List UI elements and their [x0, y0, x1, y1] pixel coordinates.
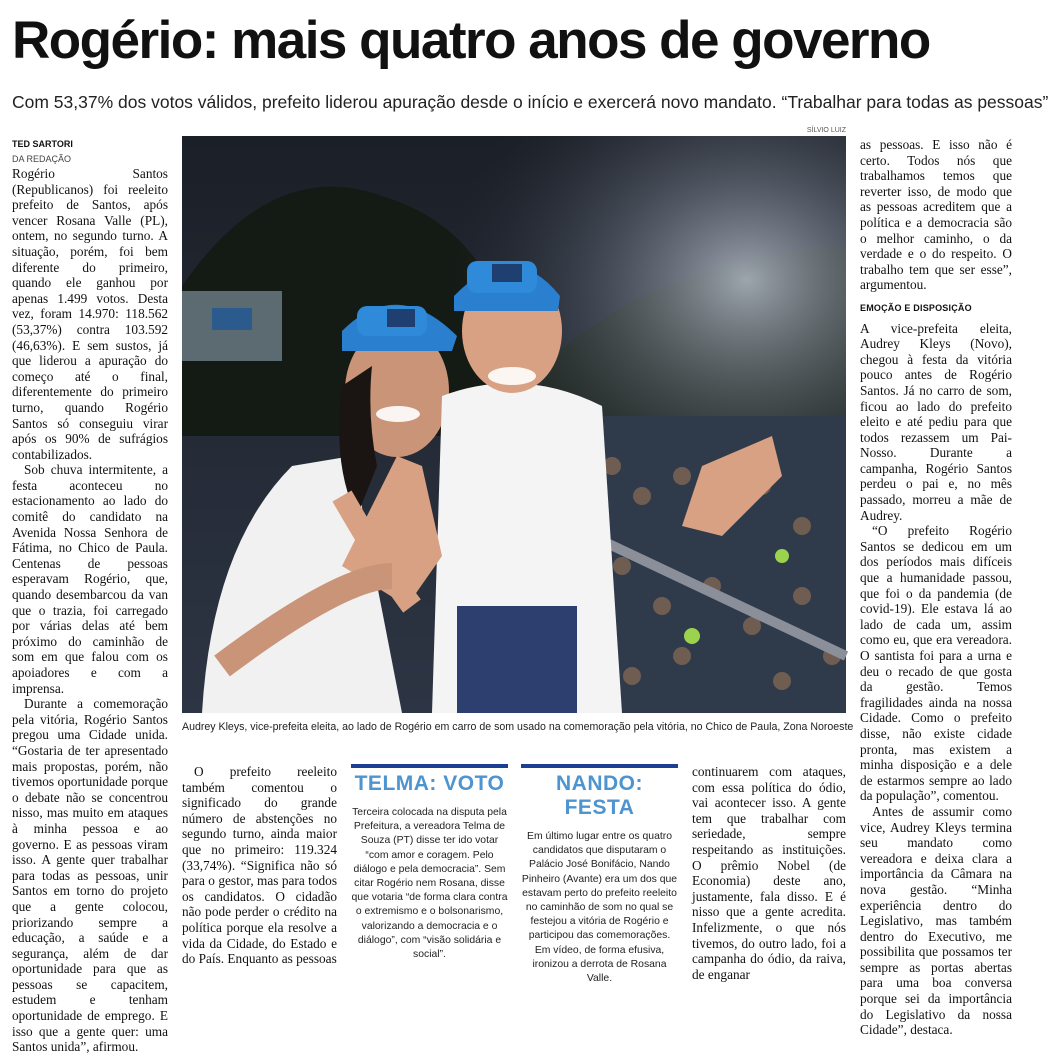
photo-illustration: [182, 136, 846, 713]
paragraph: A vice-prefeita eleita, Audrey Kleys (Novo), chegou à festa da vitória pouco antes de Rogério Santos. Já no carro de som, ficou ao lado do prefeito eleito e até pediu para que todos rezassem um Pai-Nosso. Durante a campanha, Rogério Santos perdeu o pai e, no mês passado, morreu a mãe de Audrey.: [860, 320, 1012, 523]
box-title: TELMA: VOTO: [354, 772, 505, 795]
box-top-rule: [521, 764, 678, 768]
photo-caption: Audrey Kleys, vice-prefeita eleita, ao lado de Rogério em carro de som usado na comemoração pela vitória, no Chico de Paula, Zona Noroeste: [182, 721, 854, 733]
paragraph: “O prefeito Rogério Santos se dedicou em um dos períodos mais difíceis que a humanidade passou, que foi o da pandemia (de covid-19). Ele estava lá ao lado de cada um, assim como eu, que era vereadora. O santista foi para a urna e deu o recado de que gosta da gestão. Temos fragilidades ainda na nossa Cidade. Como o prefeito disse, não existe cidade pronta, mas existem a minha disposição e a dele de estarmos sempre ao lado da população”, comentou.: [860, 523, 1012, 804]
section-subhead: EMOÇÃO E DISPOSIÇÃO: [860, 302, 972, 313]
byline-desk: DA REDAÇÃO: [12, 154, 72, 164]
paragraph: Sob chuva intermitente, a festa aconteceu no estacionamento ao lado do comitê do candidato na Avenida Nossa Senhora de Fátima, no Chico de Paula. Centenas de pessoas esperavam Rogério, que, quando desembarcou da van que o trazia, foi carregado por várias delas até bem próximo do caminhão de som em que falou com os apoiadores e com a imprensa.: [12, 462, 168, 696]
paragraph: Durante a comemoração pela vitória, Rogério Santos pregou uma Cidade unida. “Gostaria de ter apresentado mais propostas, porém, não tivemos oportunidade porque o debate não se concentrou nisso, mas muito em ataques à minha pessoa e ao governo. E as pessoas viram isso. A gente quer trabalhar para todas as pessoas, unir Santos em torno do projeto que a gente colocou, priorizando sempre a educação, a saúde e a segurança, além de dar oportunidade para que as pessoas se capacitem, estudem e tenham oportunidade de emprego. E isso que a gente quer: uma Santos unida”, afirmou.: [12, 696, 168, 1055]
paragraph: continuarem com ataques, com essa política do ódio, vai acontecer isso. A gente tem que trabalhar com seriedade, sempre respeitando as instituições. O prêmio Nobel (de Economia) deste ano, justamente, fala disso. E é nisso que a gente acredita. Infelizmente, o que nós tivemos, do outro lado, foi a campanha do ódio, da raiva, de enganar: [692, 764, 846, 982]
box-title: NANDO: FESTA: [556, 772, 643, 819]
box-text: Em último lugar entre os quatro candidatos que disputaram o Palácio José Bonifácio, Nando Pinheiro (Avante) era um dos que estavam perto do prefeito reeleito no caminhão de som no qual se festejou a vitória de Rogério e participou das comemorações. Em vídeo, de forma efusiva, ironizou a derrota de Rosana Valle.: [521, 831, 678, 985]
article-column-6: [860, 137, 1012, 1038]
box-top-rule: [351, 764, 508, 768]
main-photo: [182, 136, 846, 713]
article-column-2: [182, 764, 337, 967]
paragraph: Antes de assumir como vice, Audrey Kleys termina seu mandato como vereadora e deixa clara a importância da Câmara na nova gestão. “Minha experiência dentro do Legislativo, mas também dentro do Executivo, me possibilita que possamos ter sempre as portas abertas para uma boa conversa porque sei da importância do Legislativo da nossa Cidade”, destaca.: [860, 803, 1012, 1038]
sidebar-box-nando: [521, 764, 678, 985]
paragraph: Rogério Santos (Republicanos) foi reeleito prefeito de Santos, após vencer Rosana Valle (PL), ontem, no segundo turno. A situação, porém, foi bem diferente do primeiro, quando ele ganhou por apenas 1.499 votos. Desta vez, foram 14.970: 118.562 (53,37%) contra 103.592 (46,63%). E sem sustos, já que liderou a apuração do começo até o final, diferentemente do primeiro turno, quando Rogério Santos só conseguiu virar após os 90% de sufrágios contabilizados.: [12, 166, 168, 462]
article-column-1: [12, 166, 168, 1055]
sidebar-box-telma: [351, 764, 508, 960]
paragraph: as pessoas. E isso não é certo. Todos nós que trabalhamos temos que reverter isso, de modo que as pessoas acreditem que a política e a democracia são o melhor caminho, o da verdade e o do respeito. O trabalho tem que ser esse”, argumentou.: [860, 137, 1012, 293]
box-text: Terceira colocada na disputa pela Prefeitura, a vereadora Telma de Souza (PT) disse ter ido votar “com amor e coragem. Pelo diálogo e pela democracia”. Sem citar Rogério nem Rosana, disse que votaria “de forma clara contra o extremismo e o bolsonarismo, valorizando a democracia e o diálogo”, com “visão solidária e social”.: [351, 807, 508, 961]
headline: Rogério: mais quatro anos de governo: [12, 11, 930, 70]
byline-author: TED SARTORI: [12, 139, 73, 149]
paragraph: O prefeito reeleito também comentou o significado do grande número de abstenções no segundo turno, ainda maior que no primeiro: 119.324 (33,74%). “Significa não só para o gestor, mas para todos os candidatos. O cidadão não pode perder o crédito na política porque ela resolve a vida da Cidade, do Estado e do País. Enquanto as pessoas: [182, 764, 337, 967]
photo-credit: SÍLVIO LUIZ: [806, 127, 846, 134]
subheadline: Com 53,37% dos votos válidos, prefeito liderou apuração desde o início e exercerá novo mandato. “Trabalhar para todas as pessoas”: [12, 92, 1048, 112]
article-column-5: [692, 764, 846, 982]
